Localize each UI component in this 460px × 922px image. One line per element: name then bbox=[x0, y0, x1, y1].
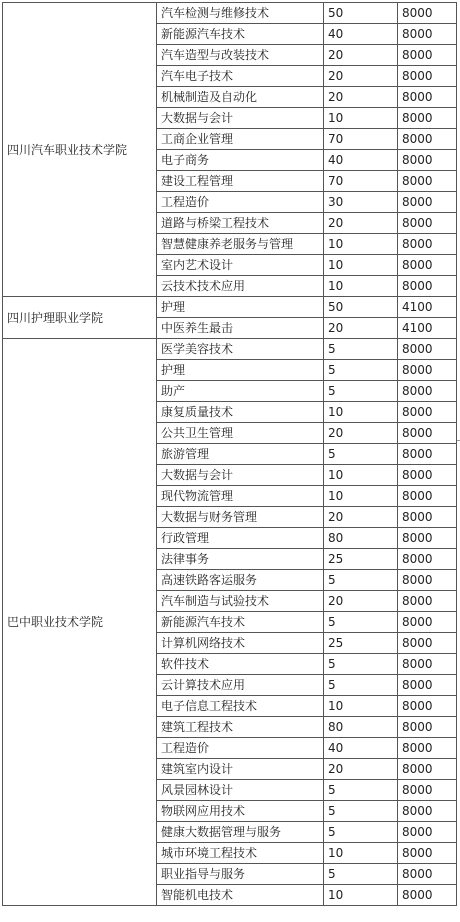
quota-cell: 50 bbox=[324, 297, 398, 318]
quota-cell: 25 bbox=[324, 549, 398, 570]
quota-cell: 20 bbox=[324, 318, 398, 339]
quota-cell: 5 bbox=[324, 675, 398, 696]
major-cell: 道路与桥梁工程技术 bbox=[157, 213, 324, 234]
tuition-cell: 8000 bbox=[398, 24, 457, 45]
major-cell: 护理 bbox=[157, 297, 324, 318]
major-cell: 旅游管理 bbox=[157, 444, 324, 465]
major-cell: 新能源汽车技术 bbox=[157, 24, 324, 45]
quota-cell: 10 bbox=[324, 843, 398, 864]
table-row bbox=[3, 297, 457, 318]
quota-cell: 20 bbox=[324, 87, 398, 108]
major-cell: 机械制造及自动化 bbox=[157, 87, 324, 108]
tuition-cell: 8000 bbox=[398, 885, 457, 906]
table-row bbox=[3, 3, 457, 24]
quota-cell: 10 bbox=[324, 465, 398, 486]
tuition-cell: 8000 bbox=[398, 465, 457, 486]
major-cell: 智能机电技术 bbox=[157, 885, 324, 906]
major-cell: 室内艺术设计 bbox=[157, 255, 324, 276]
tuition-cell: 8000 bbox=[398, 213, 457, 234]
table-row bbox=[3, 339, 457, 360]
quota-cell: 10 bbox=[324, 255, 398, 276]
tuition-cell: 8000 bbox=[398, 633, 457, 654]
quota-cell: 10 bbox=[324, 885, 398, 906]
major-cell: 中医养生最击 bbox=[157, 318, 324, 339]
tuition-cell: 8000 bbox=[398, 696, 457, 717]
school-name-cell: 四川汽车职业技术学院 bbox=[3, 3, 157, 297]
tuition-cell: 8000 bbox=[398, 276, 457, 297]
tuition-cell: 4100 bbox=[398, 297, 457, 318]
tuition-cell: 8000 bbox=[398, 3, 457, 24]
quota-cell: 10 bbox=[324, 108, 398, 129]
quota-cell: 80 bbox=[324, 528, 398, 549]
tuition-cell: 8000 bbox=[398, 486, 457, 507]
quota-cell: 30 bbox=[324, 192, 398, 213]
major-cell: 建设工程管理 bbox=[157, 171, 324, 192]
quota-cell: 20 bbox=[324, 507, 398, 528]
tuition-cell: 8000 bbox=[398, 360, 457, 381]
major-cell: 汽车制造与试验技术 bbox=[157, 591, 324, 612]
quota-cell: 25 bbox=[324, 633, 398, 654]
tuition-cell: 8000 bbox=[398, 780, 457, 801]
quota-cell: 20 bbox=[324, 66, 398, 87]
tuition-cell: 8000 bbox=[398, 549, 457, 570]
quota-cell: 20 bbox=[324, 45, 398, 66]
major-cell: 汽车造型与改装技术 bbox=[157, 45, 324, 66]
major-cell: 工程造价 bbox=[157, 738, 324, 759]
quota-cell: 5 bbox=[324, 801, 398, 822]
major-cell: 电子信息工程技术 bbox=[157, 696, 324, 717]
major-cell: 大数据与财务管理 bbox=[157, 507, 324, 528]
tuition-cell: 8000 bbox=[398, 444, 457, 465]
major-cell: 公共卫生管理 bbox=[157, 423, 324, 444]
school-name-cell: 巴中职业技术学院 bbox=[3, 339, 157, 906]
major-cell: 行政管理 bbox=[157, 528, 324, 549]
quota-cell: 40 bbox=[324, 24, 398, 45]
major-cell: 助产 bbox=[157, 381, 324, 402]
tuition-cell: 8000 bbox=[398, 759, 457, 780]
school-name-cell: 四川护理职业学院 bbox=[3, 297, 157, 339]
major-cell: 新能源汽车技术 bbox=[157, 612, 324, 633]
quota-cell: 70 bbox=[324, 171, 398, 192]
quota-cell: 5 bbox=[324, 864, 398, 885]
quota-cell: 5 bbox=[324, 339, 398, 360]
tuition-cell: 8000 bbox=[398, 717, 457, 738]
tuition-cell: 8000 bbox=[398, 570, 457, 591]
major-cell: 风景园林设计 bbox=[157, 780, 324, 801]
tuition-cell: 4100 bbox=[398, 318, 457, 339]
quota-cell: 5 bbox=[324, 822, 398, 843]
quota-cell: 70 bbox=[324, 129, 398, 150]
quota-cell: 40 bbox=[324, 150, 398, 171]
major-cell: 大数据与会计 bbox=[157, 465, 324, 486]
major-cell: 城市环境工程技术 bbox=[157, 843, 324, 864]
quota-cell: 5 bbox=[324, 381, 398, 402]
major-cell: 物联网应用技术 bbox=[157, 801, 324, 822]
quota-cell: 10 bbox=[324, 486, 398, 507]
quota-cell: 5 bbox=[324, 780, 398, 801]
major-cell: 云计算技术应用 bbox=[157, 675, 324, 696]
major-cell: 计算机网络技术 bbox=[157, 633, 324, 654]
tuition-cell: 8000 bbox=[398, 108, 457, 129]
major-cell: 医学美容技术 bbox=[157, 339, 324, 360]
tuition-cell: 8000 bbox=[398, 612, 457, 633]
major-cell: 护理 bbox=[157, 360, 324, 381]
quota-cell: 5 bbox=[324, 654, 398, 675]
tuition-cell: 8000 bbox=[398, 843, 457, 864]
major-cell: 大数据与会计 bbox=[157, 108, 324, 129]
quota-cell: 20 bbox=[324, 423, 398, 444]
quota-cell: 5 bbox=[324, 570, 398, 591]
quota-cell: 5 bbox=[324, 360, 398, 381]
tuition-cell: 8000 bbox=[398, 255, 457, 276]
tuition-cell: 8000 bbox=[398, 864, 457, 885]
major-cell: 建筑室内设计 bbox=[157, 759, 324, 780]
major-cell: 电子商务 bbox=[157, 150, 324, 171]
quota-cell: 20 bbox=[324, 213, 398, 234]
tuition-cell: 8000 bbox=[398, 87, 457, 108]
major-cell: 现代物流管理 bbox=[157, 486, 324, 507]
quota-cell: 10 bbox=[324, 276, 398, 297]
major-cell: 汽车电子技术 bbox=[157, 66, 324, 87]
tuition-cell: 8000 bbox=[398, 234, 457, 255]
tuition-cell: 8000 bbox=[398, 675, 457, 696]
tuition-cell: 8000 bbox=[398, 129, 457, 150]
quota-cell: 10 bbox=[324, 234, 398, 255]
major-cell: 职业指导与服务 bbox=[157, 864, 324, 885]
quota-cell: 80 bbox=[324, 717, 398, 738]
major-cell: 法律事务 bbox=[157, 549, 324, 570]
quota-cell: 10 bbox=[324, 402, 398, 423]
tuition-cell: 8000 bbox=[398, 150, 457, 171]
tuition-cell: 8000 bbox=[398, 801, 457, 822]
major-cell: 工商企业管理 bbox=[157, 129, 324, 150]
major-cell: 工程造价 bbox=[157, 192, 324, 213]
tuition-cell: 8000 bbox=[398, 192, 457, 213]
major-cell: 健康大数据管理与服务 bbox=[157, 822, 324, 843]
quota-cell: 20 bbox=[324, 759, 398, 780]
major-cell: 软件技术 bbox=[157, 654, 324, 675]
tuition-cell: 8000 bbox=[398, 171, 457, 192]
quota-cell: 10 bbox=[324, 696, 398, 717]
quota-cell: 50 bbox=[324, 3, 398, 24]
major-cell: 智慧健康养老服务与管理 bbox=[157, 234, 324, 255]
tuition-cell: 8000 bbox=[398, 591, 457, 612]
quota-cell: 5 bbox=[324, 612, 398, 633]
major-cell: 汽车检测与维修技术 bbox=[157, 3, 324, 24]
major-cell: 建筑工程技术 bbox=[157, 717, 324, 738]
major-cell: 高速铁路客运服务 bbox=[157, 570, 324, 591]
quota-cell: 5 bbox=[324, 444, 398, 465]
tuition-cell: 8000 bbox=[398, 66, 457, 87]
tuition-cell: 8000 bbox=[398, 507, 457, 528]
tuition-cell: 8000 bbox=[398, 45, 457, 66]
tuition-cell: 8000 bbox=[398, 822, 457, 843]
table-body bbox=[3, 3, 457, 906]
tuition-cell: 8000 bbox=[398, 402, 457, 423]
enrollment-table bbox=[2, 2, 457, 906]
tuition-cell: 8000 bbox=[398, 381, 457, 402]
major-cell: 云技术技术应用 bbox=[157, 276, 324, 297]
tuition-cell: 8000 bbox=[398, 738, 457, 759]
tuition-cell: 8000 bbox=[398, 339, 457, 360]
quota-cell: 20 bbox=[324, 591, 398, 612]
tuition-cell: 8000 bbox=[398, 654, 457, 675]
quota-cell: 40 bbox=[324, 738, 398, 759]
tuition-cell: 8000 bbox=[398, 423, 457, 444]
major-cell: 康复质量技术 bbox=[157, 402, 324, 423]
tuition-cell: 8000 bbox=[398, 528, 457, 549]
